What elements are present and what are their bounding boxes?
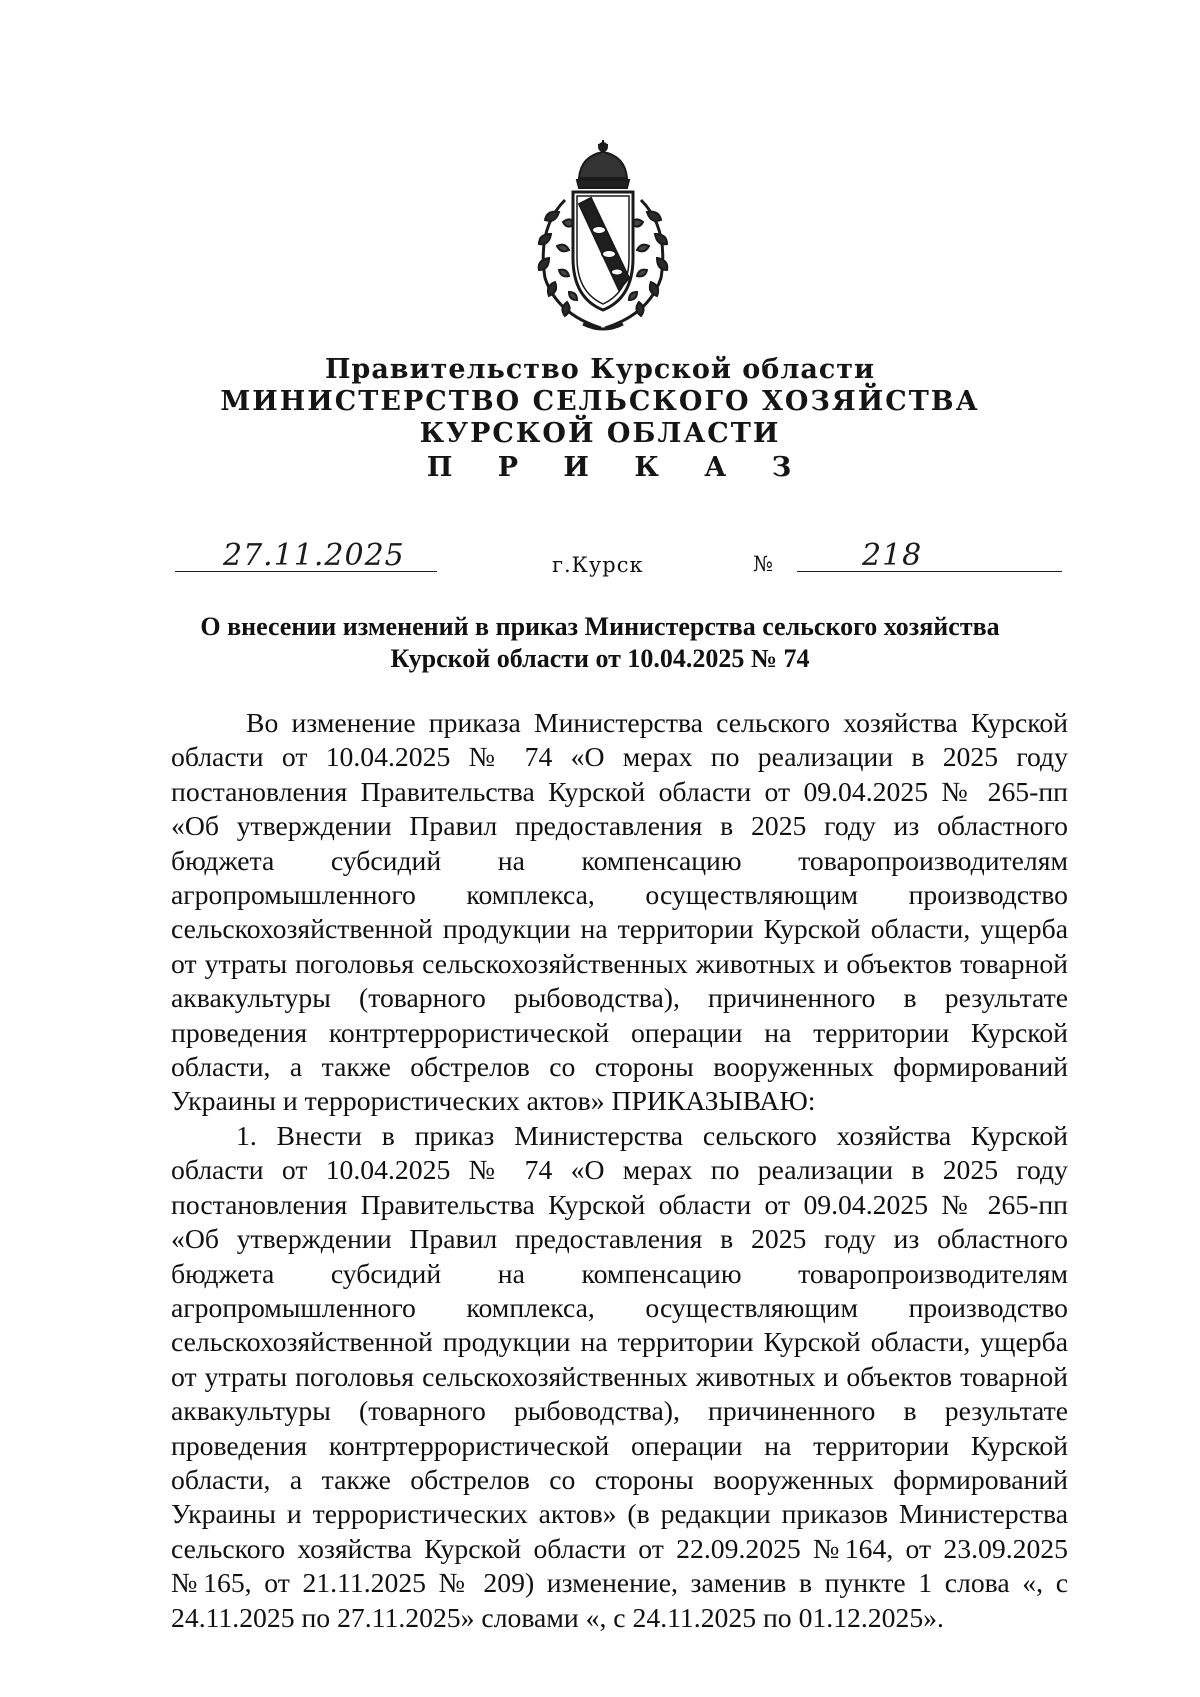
subject-line1: О внесении изменений в приказ Министерства сельского хозяйства <box>200 612 1000 641</box>
coat-of-arms-icon <box>523 138 683 338</box>
number-sign: № <box>753 552 773 576</box>
ministry-title-line2: КУРСКОЙ ОБЛАСТИ <box>419 418 781 449</box>
number-underline <box>797 571 1062 572</box>
order-item-1: 1. Внести в приказ Министерства сельского хозяйства Курской области от 10.04.2025 № 74 «О мерах по реализации в 2025 году постановления Правительства Курской области от 09.04.2025 № 265-пп «Об утверждении Правил предоставления в 2025 году из областного бюджета субсидий на компенсацию товаропроизводителям агропромышленного комплекса, осуществляющим производство сельскохозяйственной продукции на территории Курской области, ущерба от утраты поголовья сельскохозяйственных животных и объектов товарной аквакультуры (товарного рыбоводства), причиненного в результате проведения контртеррористической операции на территории Курской области, а также обстрелов со стороны вооруженных формирований Украины и террористических актов» (в редакции приказов Министерства сельского хозяйства Курской области от 22.09.2025 №164, от 23.09.2025 №165, от 21.11.2025 № 209) изменение, заменив в пункте 1 слова «, с 24.11.2025 по 27.11.2025» словами «, с 24.11.2025 по 01.12.2025». <box>171 1119 1068 1633</box>
preamble-paragraph: Во изменение приказа Министерства сельского хозяйства Курской области от 10.04.2025 № 74 «О мерах по реализации в 2025 году постановления Правительства Курской области от 09.04.2025 № 265-пп «Об утверждении Правил предоставления в 2025 году из областного бюджета субсидий на компенсацию товаропроизводителям агропромышленного комплекса, осуществляющим производство сельскохозяйственной продукции на территории Курской области, ущерба от утраты поголовья сельскохозяйственных животных и объектов товарной аквакультуры (товарного рыбоводства), причиненного в результате проведения контртеррористической операции на территории Курской области, а также обстрелов со стороны вооруженных формирований Украины и террористических актов» ПРИКАЗЫВАЮ: <box>171 707 1068 1117</box>
city-label: г.Курск <box>552 553 644 577</box>
government-title: Правительство Курской области <box>324 354 876 385</box>
document-body <box>171 706 1068 1635</box>
date-underline <box>175 571 437 572</box>
handwritten-number: 218 <box>862 538 923 573</box>
handwritten-date: 27.11.2025 <box>223 538 405 573</box>
subject-line2: Курской области от 10.04.2025 № 74 <box>390 644 810 673</box>
document-type-title: П Р И К А З <box>426 452 810 483</box>
ministry-title-line1: МИНИСТЕРСТВО СЕЛЬСКОГО ХОЗЯЙСТВА <box>220 386 980 417</box>
